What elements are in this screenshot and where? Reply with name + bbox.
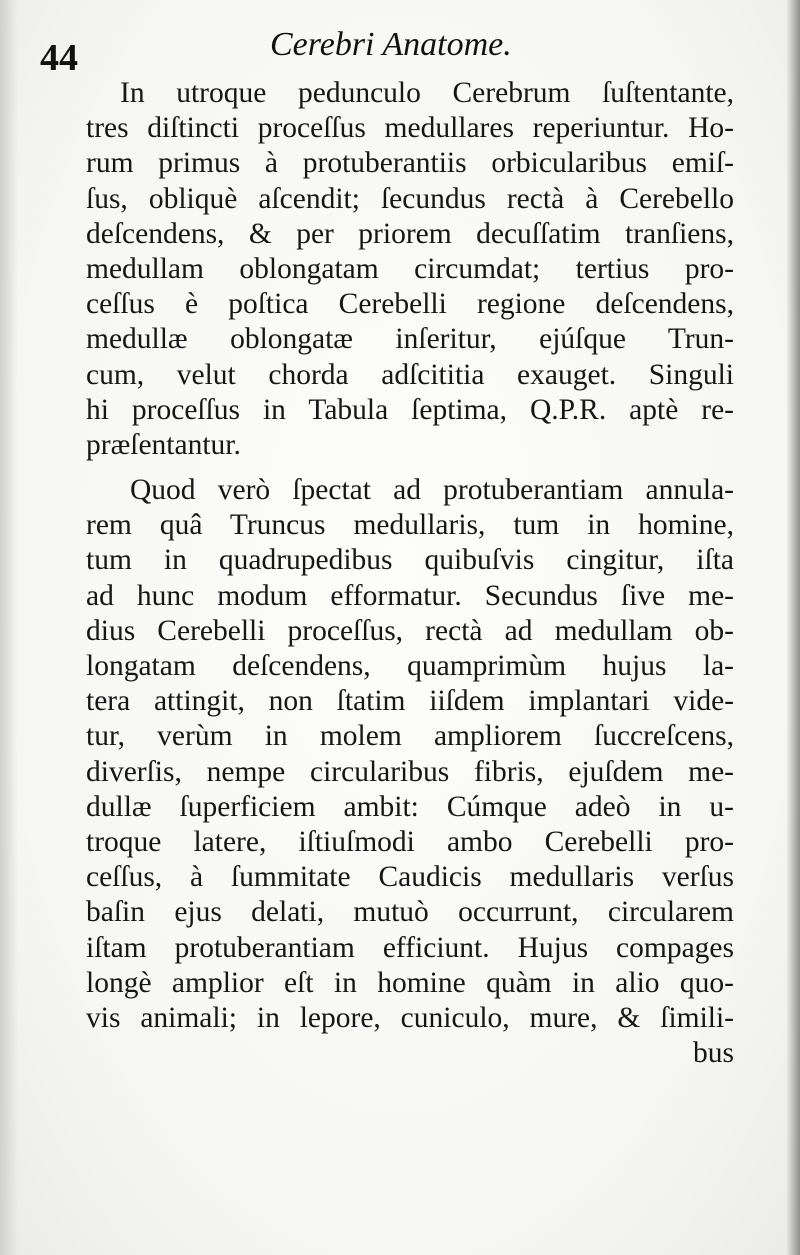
text-line: ceſſus, à ſummitate Caudicis medullaris verſus xyxy=(86,861,734,894)
text-line: tum in quadrupedibus quibuſvis cingitur, iſta xyxy=(86,544,734,577)
text-line: ceſſus è poſtica Cerebelli regione deſcendens, xyxy=(86,288,734,321)
text-line: vis animali; in lepore, cuniculo, mure, & ſimili- xyxy=(86,1001,734,1034)
text-line: tur, verùm in molem ampliorem ſuccreſcens, xyxy=(86,720,734,753)
text-line: præſentantur. xyxy=(86,428,241,461)
text-line: cum, velut chorda adſcititia exauget. Singuli xyxy=(86,358,734,391)
paragraph-2 xyxy=(86,473,734,1036)
text-line: Quod verò ſpectat ad protuberantiam annula- xyxy=(130,474,734,507)
text-line: longè amplior eſt in homine quàm in alio quo- xyxy=(86,966,734,999)
text-line: dius Cerebelli proceſſus, rectà ad medullam ob- xyxy=(86,614,734,647)
text-line: ſus, obliquè aſcendit; ſecundus rectà à Cerebello xyxy=(86,182,734,215)
text-line: troque latere, iſtiuſmodi ambo Cerebelli pro- xyxy=(86,825,734,858)
text-line: baſin ejus delati, mutuò occurrunt, circularem xyxy=(86,896,734,929)
paragraph-1 xyxy=(86,76,734,463)
page-shadow-left xyxy=(0,0,18,1255)
text-line: In utroque pedunculo Cerebrum ſuſtentante, xyxy=(120,77,734,109)
text-line: rum primus à protuberantiis orbicularibus emiſ- xyxy=(86,147,734,180)
text-line: diverſis, nempe circularibus fibris, ejuſdem me- xyxy=(86,755,734,788)
catchword: bus xyxy=(693,1037,734,1070)
page-number: 44 xyxy=(40,37,78,79)
body-text xyxy=(86,76,734,1071)
page-shadow-right xyxy=(786,0,800,1255)
text-line: tres diſtincti proceſſus medullares reperiuntur. Ho- xyxy=(86,112,734,145)
text-line: hi proceſſus in Tabula ſeptima, Q.P.R. aptè re- xyxy=(86,393,734,426)
text-line: medullam oblongatam circumdat; tertius pro- xyxy=(86,252,734,285)
text-line: ad hunc modum efformatur. Secundus ſive me- xyxy=(86,579,734,612)
running-head: Cerebri Anatome. xyxy=(270,26,512,63)
text-line: tera attingit, non ſtatim iiſdem implantari vide- xyxy=(86,685,734,718)
text-line: longatam deſcendens, quamprimùm hujus la- xyxy=(86,650,734,682)
text-line: deſcendens, & per priorem decuſſatim tranſiens, xyxy=(86,217,734,250)
text-line: dullæ ſuperficiem ambit: Cúmque adeò in u- xyxy=(86,790,734,823)
text-line: rem quâ Truncus medullaris, tum in homine, xyxy=(86,509,734,542)
paragraph-gap xyxy=(86,463,734,473)
page-header xyxy=(0,22,800,82)
text-line: medullæ oblongatæ inſeritur, ejúſque Trun- xyxy=(86,323,734,356)
text-line: iſtam protuberantiam efficiunt. Hujus compages xyxy=(86,931,734,964)
